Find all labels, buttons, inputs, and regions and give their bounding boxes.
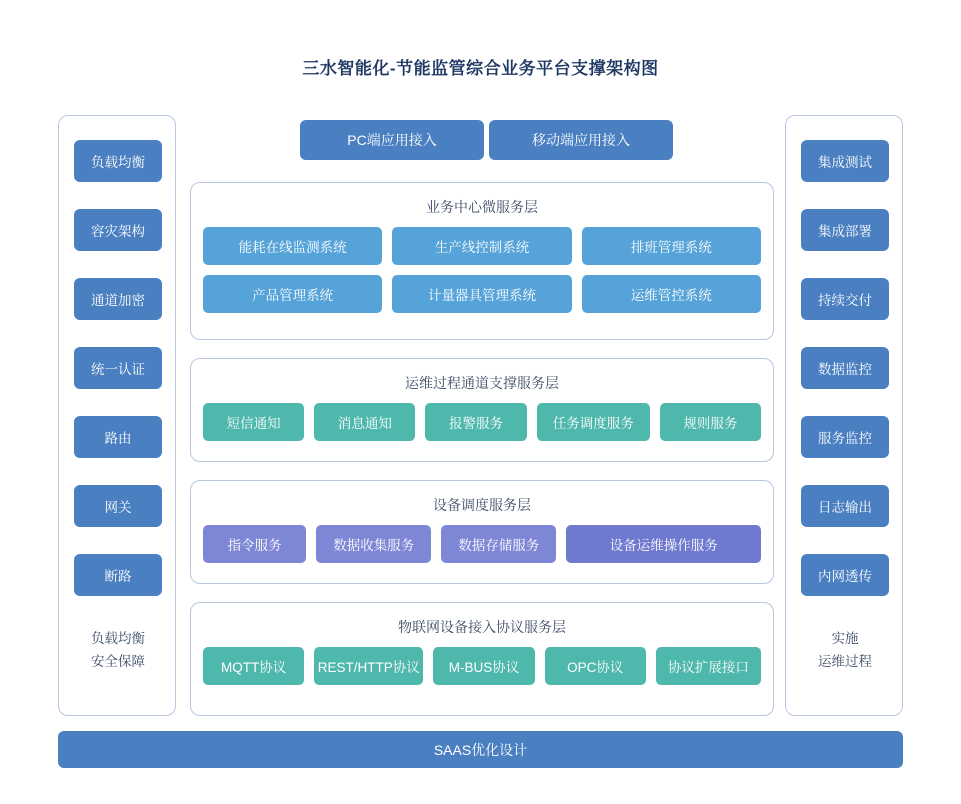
layer-row [191, 403, 773, 441]
cell-metering-device-management[interactable]: 计量器具管理系统 [392, 275, 571, 313]
pc-access-button[interactable]: PC端应用接入 [300, 120, 484, 160]
left-chip-channel-encryption[interactable]: 通道加密 [74, 278, 162, 320]
cell-protocol-extension-interface[interactable]: 协议扩展接口 [656, 647, 761, 685]
cell-data-storage-service[interactable]: 数据存储服务 [441, 525, 556, 563]
left-chip-disaster-recovery[interactable]: 容灾架构 [74, 209, 162, 251]
cell-data-collection-service[interactable]: 数据收集服务 [316, 525, 431, 563]
layer-title: 运维过程通道支撑服务层 [405, 375, 559, 391]
right-chip-log-output[interactable]: 日志输出 [801, 485, 889, 527]
cell-shift-management[interactable]: 排班管理系统 [582, 227, 761, 265]
cell-task-scheduling-service[interactable]: 任务调度服务 [537, 403, 650, 441]
right-chip-intranet-tunnel[interactable]: 内网透传 [801, 554, 889, 596]
left-chip-gateway[interactable]: 网关 [74, 485, 162, 527]
right-footer-line-1: 实施 [831, 631, 859, 646]
layer-row [191, 525, 773, 563]
right-chip-data-monitoring[interactable]: 数据监控 [801, 347, 889, 389]
cell-product-management[interactable]: 产品管理系统 [203, 275, 382, 313]
layer-ops-channel-support [190, 358, 774, 462]
layer-row [191, 647, 773, 685]
right-chip-integration-deploy[interactable]: 集成部署 [801, 209, 889, 251]
cell-command-service[interactable]: 指令服务 [203, 525, 306, 563]
layer-row [191, 275, 773, 313]
right-support-column [785, 115, 903, 716]
layer-business-microservice [190, 182, 774, 340]
mobile-access-button[interactable]: 移动端应用接入 [489, 120, 673, 160]
layer-row [191, 227, 773, 265]
saas-optimization-bar[interactable]: SAAS优化设计 [58, 731, 903, 768]
left-chip-load-balance[interactable]: 负载均衡 [74, 140, 162, 182]
left-chip-circuit-breaker[interactable]: 断路 [74, 554, 162, 596]
cell-ops-control[interactable]: 运维管控系统 [582, 275, 761, 313]
layer-title: 物联网设备接入协议服务层 [398, 619, 566, 635]
cell-rest-http-protocol[interactable]: REST/HTTP协议 [314, 647, 423, 685]
left-support-column [58, 115, 176, 716]
right-footer-line-2: 运维过程 [818, 654, 872, 669]
left-footer-line-1: 负载均衡 [91, 631, 145, 646]
right-chip-service-monitoring[interactable]: 服务监控 [801, 416, 889, 458]
cell-mqtt-protocol[interactable]: MQTT协议 [203, 647, 304, 685]
layer-iot-protocol-access [190, 602, 774, 716]
left-footer-line-2: 安全保障 [91, 654, 145, 669]
cell-energy-monitoring[interactable]: 能耗在线监测系统 [203, 227, 382, 265]
right-chip-continuous-delivery[interactable]: 持续交付 [801, 278, 889, 320]
layer-title: 业务中心微服务层 [426, 199, 538, 215]
left-chip-routing[interactable]: 路由 [74, 416, 162, 458]
layer-device-scheduling [190, 480, 774, 584]
cell-rule-service[interactable]: 规则服务 [660, 403, 761, 441]
right-chip-integration-test[interactable]: 集成测试 [801, 140, 889, 182]
cell-sms-notification[interactable]: 短信通知 [203, 403, 304, 441]
layer-title: 设备调度服务层 [433, 497, 531, 513]
cell-production-line-control[interactable]: 生产线控制系统 [392, 227, 571, 265]
page-title: 三水智能化-节能监管综合业务平台支撑架构图 [302, 59, 659, 78]
cell-mbus-protocol[interactable]: M-BUS协议 [433, 647, 534, 685]
cell-opc-protocol[interactable]: OPC协议 [545, 647, 646, 685]
cell-alarm-service[interactable]: 报警服务 [425, 403, 526, 441]
cell-device-ops-service[interactable]: 设备运维操作服务 [566, 525, 761, 563]
left-chip-unified-auth[interactable]: 统一认证 [74, 347, 162, 389]
cell-message-notification[interactable]: 消息通知 [314, 403, 415, 441]
